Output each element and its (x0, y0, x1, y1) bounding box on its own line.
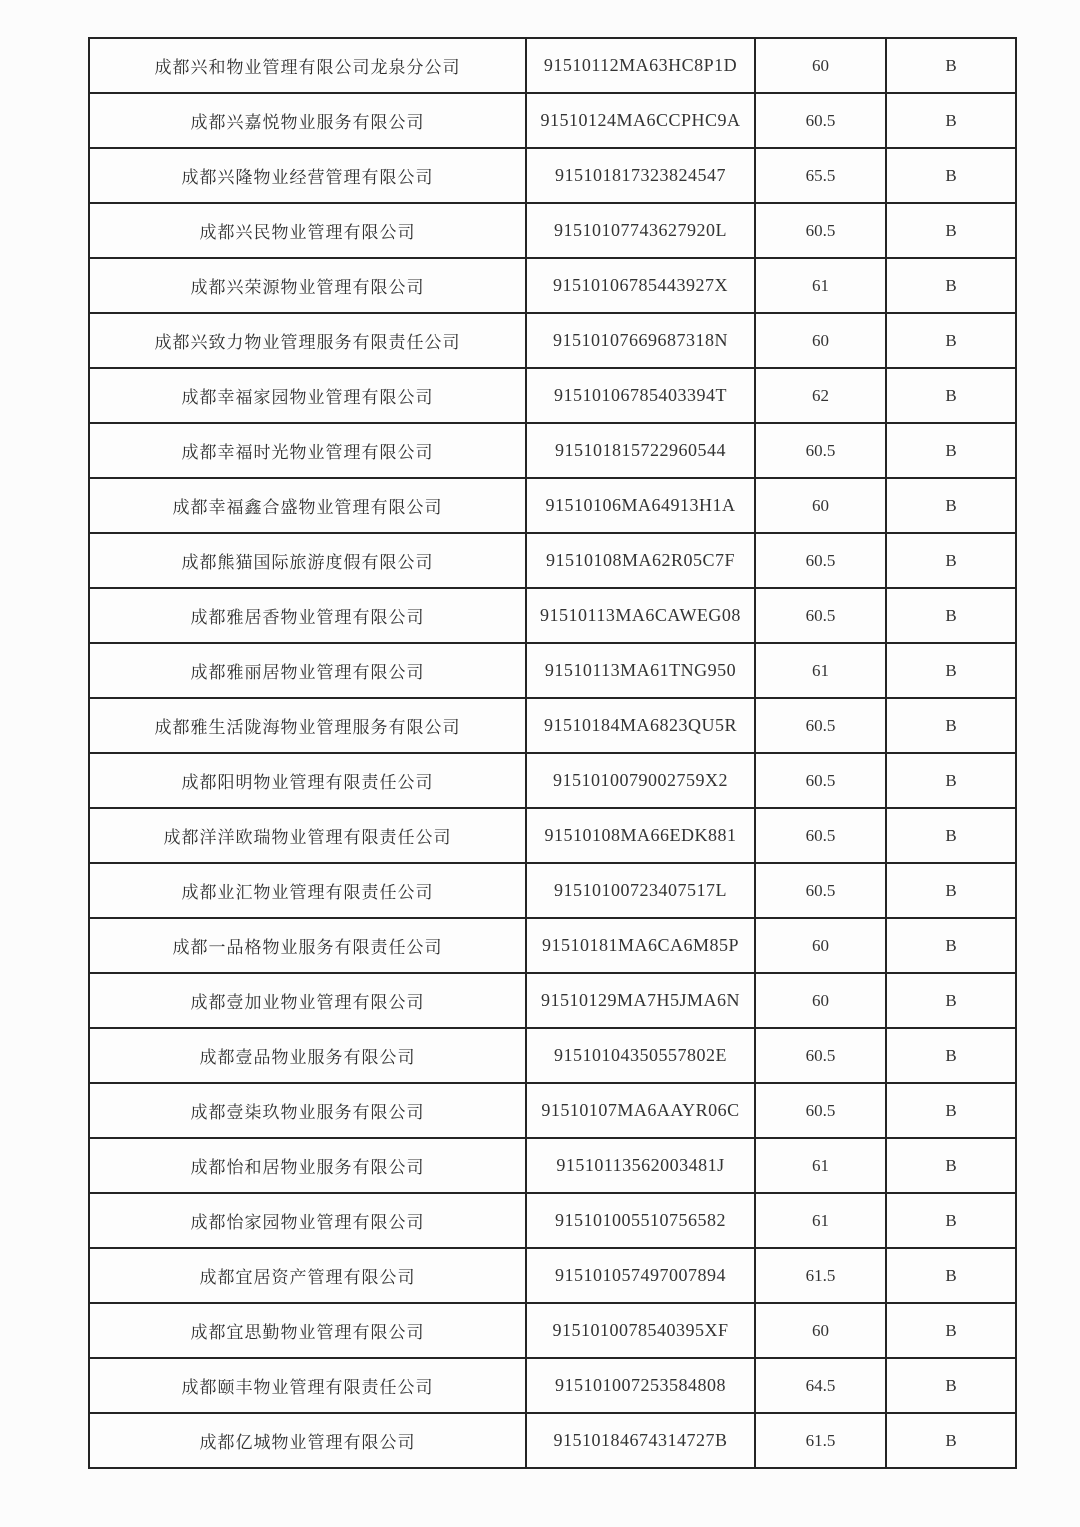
credit-code-cell: 91510107743627920L (526, 203, 755, 258)
credit-code-cell: 91510129MA7H5JMA6N (526, 973, 755, 1028)
grade-cell: B (886, 1193, 1016, 1248)
credit-code-cell: 91510113MA6CAWEG08 (526, 588, 755, 643)
score-cell: 60.5 (755, 203, 886, 258)
table-row (89, 808, 1016, 863)
grade-cell: B (886, 973, 1016, 1028)
company-name-cell: 成都壹柒玖物业服务有限公司 (89, 1083, 526, 1138)
grade-cell: B (886, 1303, 1016, 1358)
grade-cell: B (886, 588, 1016, 643)
company-name-cell: 成都雅丽居物业管理有限公司 (89, 643, 526, 698)
company-name-cell: 成都宜思勤物业管理有限公司 (89, 1303, 526, 1358)
table-row (89, 533, 1016, 588)
table-row (89, 643, 1016, 698)
grade-cell: B (886, 313, 1016, 368)
grade-cell: B (886, 698, 1016, 753)
score-cell: 60 (755, 38, 886, 93)
company-name-cell: 成都颐丰物业管理有限责任公司 (89, 1358, 526, 1413)
credit-code-cell: 915101057497007894 (526, 1248, 755, 1303)
table-row (89, 973, 1016, 1028)
company-name-cell: 成都怡家园物业管理有限公司 (89, 1193, 526, 1248)
credit-code-cell: 9151010078540395XF (526, 1303, 755, 1358)
table-row (89, 918, 1016, 973)
score-cell: 61.5 (755, 1248, 886, 1303)
grade-cell: B (886, 368, 1016, 423)
table-row (89, 1413, 1016, 1468)
credit-code-cell: 91510184674314727B (526, 1413, 755, 1468)
company-name-cell: 成都雅居香物业管理有限公司 (89, 588, 526, 643)
table-row (89, 588, 1016, 643)
credit-code-cell: 91510113MA61TNG950 (526, 643, 755, 698)
company-name-cell: 成都幸福时光物业管理有限公司 (89, 423, 526, 478)
company-name-cell: 成都亿城物业管理有限公司 (89, 1413, 526, 1468)
score-cell: 60.5 (755, 533, 886, 588)
company-name-cell: 成都洋洋欧瑞物业管理有限责任公司 (89, 808, 526, 863)
credit-code-cell: 91510108MA66EDK881 (526, 808, 755, 863)
grade-cell: B (886, 423, 1016, 478)
table-row (89, 93, 1016, 148)
credit-code-cell: 91510100723407517L (526, 863, 755, 918)
score-cell: 60.5 (755, 753, 886, 808)
grade-cell: B (886, 478, 1016, 533)
company-rating-table (88, 37, 1017, 1469)
score-cell: 60.5 (755, 93, 886, 148)
table-row (89, 1028, 1016, 1083)
company-name-cell: 成都壹加业物业管理有限公司 (89, 973, 526, 1028)
credit-code-cell: 915101817323824547 (526, 148, 755, 203)
company-name-cell: 成都怡和居物业服务有限公司 (89, 1138, 526, 1193)
score-cell: 60.5 (755, 588, 886, 643)
score-cell: 61 (755, 1138, 886, 1193)
credit-code-cell: 9151010079002759X2 (526, 753, 755, 808)
table-row (89, 1193, 1016, 1248)
grade-cell: B (886, 93, 1016, 148)
score-cell: 64.5 (755, 1358, 886, 1413)
score-cell: 62 (755, 368, 886, 423)
credit-code-cell: 91510108MA62R05C7F (526, 533, 755, 588)
company-name-cell: 成都雅生活陇海物业管理服务有限公司 (89, 698, 526, 753)
table-body (89, 38, 1016, 1468)
credit-code-cell: 915101815722960544 (526, 423, 755, 478)
score-cell: 61 (755, 258, 886, 313)
credit-code-cell: 91510107MA6AAYR06C (526, 1083, 755, 1138)
grade-cell: B (886, 1248, 1016, 1303)
score-cell: 61 (755, 643, 886, 698)
credit-code-cell: 91510104350557802E (526, 1028, 755, 1083)
score-cell: 60 (755, 313, 886, 368)
credit-code-cell: 91510124MA6CCPHC9A (526, 93, 755, 148)
score-cell: 60.5 (755, 1083, 886, 1138)
table-row (89, 1248, 1016, 1303)
credit-code-cell: 91510106785443927X (526, 258, 755, 313)
grade-cell: B (886, 863, 1016, 918)
grade-cell: B (886, 808, 1016, 863)
score-cell: 60.5 (755, 863, 886, 918)
grade-cell: B (886, 38, 1016, 93)
table-row (89, 258, 1016, 313)
company-name-cell: 成都幸福家园物业管理有限公司 (89, 368, 526, 423)
credit-code-cell: 91510106MA64913H1A (526, 478, 755, 533)
table-row (89, 313, 1016, 368)
credit-code-cell: 91510113562003481J (526, 1138, 755, 1193)
grade-cell: B (886, 753, 1016, 808)
company-name-cell: 成都业汇物业管理有限责任公司 (89, 863, 526, 918)
table-row (89, 753, 1016, 808)
company-name-cell: 成都壹品物业服务有限公司 (89, 1028, 526, 1083)
score-cell: 60.5 (755, 698, 886, 753)
score-cell: 61.5 (755, 1413, 886, 1468)
company-name-cell: 成都幸福鑫合盛物业管理有限公司 (89, 478, 526, 533)
company-name-cell: 成都兴和物业管理有限公司龙泉分公司 (89, 38, 526, 93)
table-row (89, 38, 1016, 93)
company-name-cell: 成都宜居资产管理有限公司 (89, 1248, 526, 1303)
table-row (89, 1083, 1016, 1138)
company-name-cell: 成都兴致力物业管理服务有限责任公司 (89, 313, 526, 368)
grade-cell: B (886, 1138, 1016, 1193)
credit-code-cell: 91510106785403394T (526, 368, 755, 423)
grade-cell: B (886, 533, 1016, 588)
score-cell: 60.5 (755, 423, 886, 478)
credit-code-cell: 915101007253584808 (526, 1358, 755, 1413)
credit-code-cell: 915101005510756582 (526, 1193, 755, 1248)
grade-cell: B (886, 258, 1016, 313)
score-cell: 60.5 (755, 808, 886, 863)
company-name-cell: 成都兴嘉悦物业服务有限公司 (89, 93, 526, 148)
credit-code-cell: 91510181MA6CA6M85P (526, 918, 755, 973)
grade-cell: B (886, 643, 1016, 698)
company-name-cell: 成都兴荣源物业管理有限公司 (89, 258, 526, 313)
company-name-cell: 成都兴隆物业经营管理有限公司 (89, 148, 526, 203)
score-cell: 60.5 (755, 1028, 886, 1083)
grade-cell: B (886, 203, 1016, 258)
table-row (89, 368, 1016, 423)
grade-cell: B (886, 918, 1016, 973)
grade-cell: B (886, 1358, 1016, 1413)
company-name-cell: 成都一品格物业服务有限责任公司 (89, 918, 526, 973)
company-name-cell: 成都熊猫国际旅游度假有限公司 (89, 533, 526, 588)
table-row (89, 478, 1016, 533)
grade-cell: B (886, 1028, 1016, 1083)
credit-code-cell: 91510107669687318N (526, 313, 755, 368)
credit-code-cell: 91510184MA6823QU5R (526, 698, 755, 753)
grade-cell: B (886, 148, 1016, 203)
table-row (89, 203, 1016, 258)
score-cell: 61 (755, 1193, 886, 1248)
table-row (89, 1358, 1016, 1413)
table-row (89, 1138, 1016, 1193)
table-row (89, 148, 1016, 203)
score-cell: 60 (755, 918, 886, 973)
credit-code-cell: 91510112MA63HC8P1D (526, 38, 755, 93)
table-row (89, 698, 1016, 753)
score-cell: 60 (755, 973, 886, 1028)
company-name-cell: 成都阳明物业管理有限责任公司 (89, 753, 526, 808)
table-row (89, 863, 1016, 918)
grade-cell: B (886, 1413, 1016, 1468)
table-row (89, 1303, 1016, 1358)
score-cell: 60 (755, 1303, 886, 1358)
score-cell: 60 (755, 478, 886, 533)
grade-cell: B (886, 1083, 1016, 1138)
company-name-cell: 成都兴民物业管理有限公司 (89, 203, 526, 258)
score-cell: 65.5 (755, 148, 886, 203)
table-row (89, 423, 1016, 478)
